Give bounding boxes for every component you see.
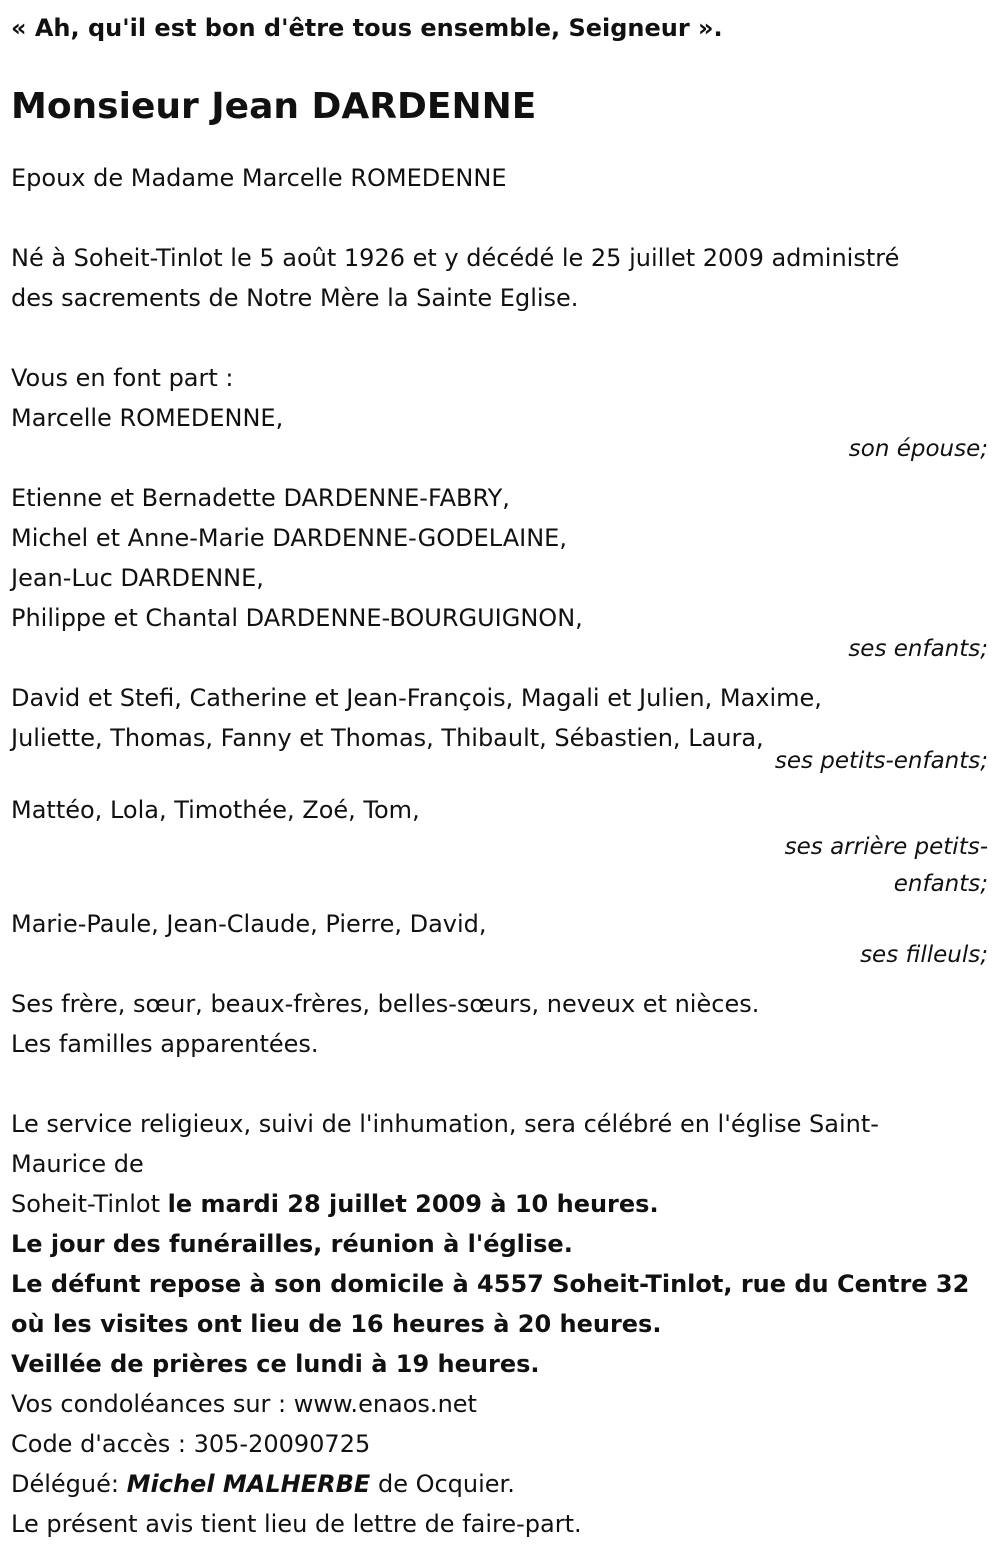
condolences-line: Vos condoléances sur : www.enaos.net — [11, 1390, 477, 1418]
family-line: David et Stefi, Catherine et Jean-François, Magali et Julien, Maxime, — [11, 684, 822, 712]
opening-quote: « Ah, qu'il est bon d'être tous ensemble, Seigneur ». — [11, 14, 723, 42]
delegate-name: Michel MALHERBE — [126, 1470, 371, 1498]
family-role: ses petits-enfants; — [774, 748, 988, 774]
service-date-time: le mardi 28 juillet 2009 à 10 heures. — [167, 1190, 659, 1218]
family-line: Jean-Luc DARDENNE, — [11, 564, 264, 592]
service-line-3 — [11, 1184, 990, 1224]
funeral-info-line: où les visites ont lieu de 16 heures à 20 heures. — [11, 1310, 662, 1338]
service-place: Soheit-Tinlot — [11, 1190, 160, 1218]
family-line: Marcelle ROMEDENNE, — [11, 404, 284, 432]
family-line: Juliette, Thomas, Fanny et Thomas, Thibault, Sébastien, Laura, — [11, 724, 764, 752]
family-line: Mattéo, Lola, Timothée, Zoé, Tom, — [11, 796, 420, 824]
family-line: Philippe et Chantal DARDENNE-BOURGUIGNON, — [11, 604, 583, 632]
birth-death-line-2: des sacrements de Notre Mère la Sainte Eglise. — [11, 284, 579, 312]
service-line-1: Le service religieux, suivi de l'inhumation, sera célébré en l'église Saint- — [11, 1110, 879, 1138]
family-role: ses arrière petits- — [784, 834, 988, 860]
relatives-line: Les familles apparentées. — [11, 1030, 319, 1058]
delegate-suffix: de Ocquier. — [377, 1470, 515, 1498]
family-role: enfants; — [893, 871, 988, 897]
family-role: ses enfants; — [848, 636, 988, 662]
birth-death-line-1: Né à Soheit-Tinlot le 5 août 1926 et y décédé le 25 juillet 2009 administré — [11, 244, 900, 272]
deceased-name: Monsieur Jean DARDENNE — [11, 86, 537, 127]
closing-line: Le présent avis tient lieu de lettre de faire-part. — [11, 1510, 582, 1538]
delegate-line — [11, 1464, 990, 1504]
relatives-line: Ses frère, sœur, beaux-frères, belles-sœurs, neveux et nièces. — [11, 990, 760, 1018]
service-line-2: Maurice de — [11, 1150, 144, 1178]
access-code-line: Code d'accès : 305-20090725 — [11, 1430, 371, 1458]
family-line: Michel et Anne-Marie DARDENNE-GODELAINE, — [11, 524, 567, 552]
spouse-line: Epoux de Madame Marcelle ROMEDENNE — [11, 164, 507, 192]
family-role: ses filleuls; — [860, 942, 988, 968]
announce-intro: Vous en font part : — [11, 364, 234, 392]
family-line: Etienne et Bernadette DARDENNE-FABRY, — [11, 484, 510, 512]
funeral-info-line: Le défunt repose à son domicile à 4557 Soheit-Tinlot, rue du Centre 32 — [11, 1270, 970, 1298]
family-role: son épouse; — [848, 436, 988, 462]
family-line: Marie-Paule, Jean-Claude, Pierre, David, — [11, 910, 487, 938]
funeral-info-line: Veillée de prières ce lundi à 19 heures. — [11, 1350, 540, 1378]
delegate-label: Délégué: — [11, 1470, 119, 1498]
funeral-info-line: Le jour des funérailles, réunion à l'église. — [11, 1230, 573, 1258]
